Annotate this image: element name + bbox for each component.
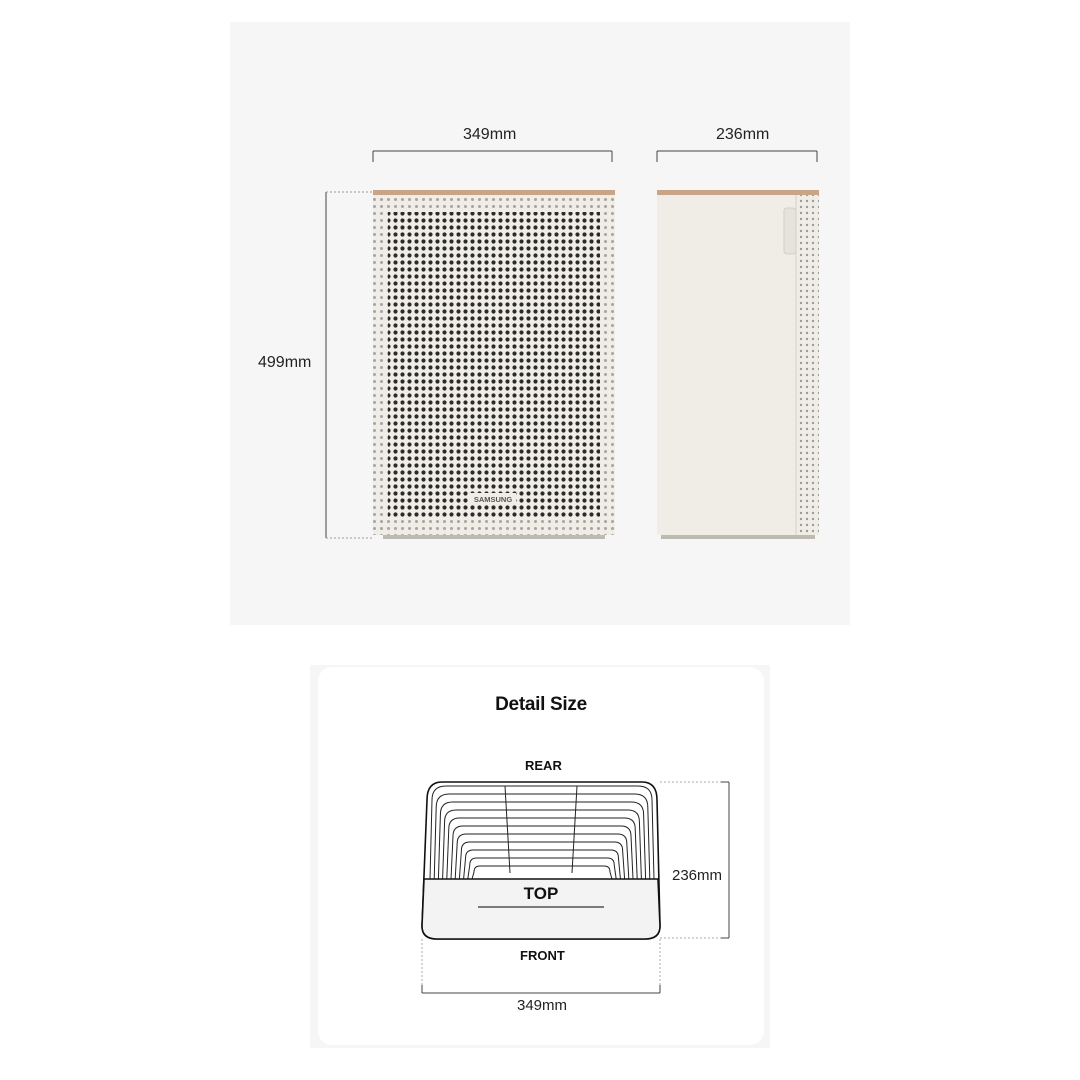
detail-depth-label: 236mm <box>672 867 723 884</box>
side-base <box>661 535 815 539</box>
front-width-label: 349mm <box>463 126 517 143</box>
side-view <box>657 151 819 539</box>
brand-logo: SAMSUNG <box>473 495 513 504</box>
side-perforation <box>796 195 819 535</box>
side-handle <box>784 208 796 254</box>
front-width-dimension-line <box>373 151 612 162</box>
front-height-dimension-line <box>326 192 372 538</box>
front-height-label: 499mm <box>258 354 312 371</box>
front-grille <box>388 212 600 518</box>
detail-depth-dimension-line <box>660 782 729 938</box>
front-view <box>326 151 615 539</box>
front-base <box>383 535 605 539</box>
front-label: FRONT <box>520 948 565 963</box>
side-depth-label: 236mm <box>716 126 770 143</box>
detail-size-title: Detail Size <box>495 694 587 715</box>
side-depth-dimension-line <box>657 151 817 162</box>
rear-label: REAR <box>525 758 562 773</box>
detail-width-label: 349mm <box>517 997 568 1014</box>
top-label: TOP <box>523 884 559 903</box>
